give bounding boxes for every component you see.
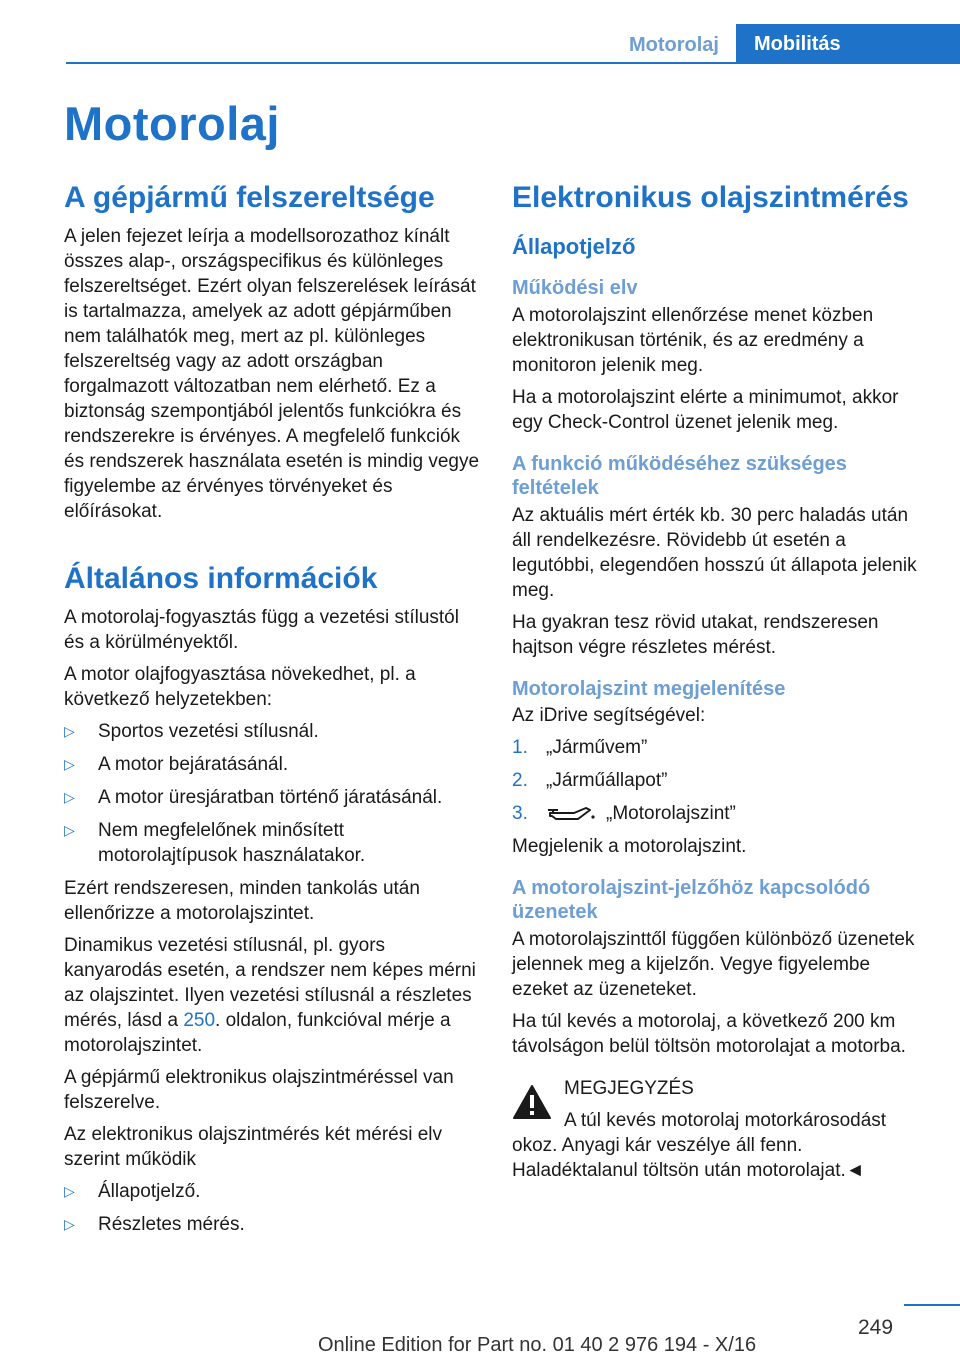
- triangle-bullet-icon: ▷: [64, 1183, 75, 1199]
- page-number: 249: [858, 1316, 894, 1339]
- paragraph: Ha túl kevés a motorolaj, a következő 200 km távolságon belül töltsön motorolajat a motorba.: [512, 1010, 906, 1057]
- page-link-250[interactable]: 250: [183, 1010, 216, 1031]
- paragraph: A motor olajfogyasztása növekedhet, pl. a következő helyzetekben:: [64, 664, 416, 710]
- list-item: ▷ A motor üresjáratban történő járatásánál.: [64, 787, 443, 808]
- notice-text: A túl kevés motorolaj motorkárosodást okoz. Anyagi kár veszélye áll fenn. Haladéktalanul töltsön után motorolajat.◄: [512, 1109, 887, 1181]
- heading-operating-principle: Működési elv: [512, 277, 638, 300]
- consumption-list: [64, 719, 482, 868]
- heading-messages: A motorolajszint-jelzőhöz kapcsolódó üzenetek: [512, 876, 871, 924]
- step-item: 2. „Járműállapot”: [512, 769, 668, 791]
- warning-triangle-icon: [512, 1084, 552, 1120]
- page-title: Motorolaj: [64, 97, 280, 150]
- edition-footer: Online Edition for Part no. 01 40 2 976 194 - X/16: [318, 1334, 757, 1356]
- paragraph: Ha gyakran tesz rövid utakat, rendszeresen hajtson végre részletes mérést.: [512, 611, 879, 658]
- list-item: ▷ Részletes mérés.: [64, 1214, 245, 1235]
- header-rule: [66, 62, 736, 64]
- step-item: 3. „Motorolajszint”: [512, 802, 736, 824]
- section-title-general-info: Általános információk: [64, 562, 378, 595]
- triangle-bullet-icon: ▷: [64, 756, 75, 772]
- notice-label: MEGJEGYZÉS: [564, 1077, 694, 1099]
- notice-box: [512, 1076, 926, 1183]
- subsection-title-status: Állapotjelző: [512, 234, 636, 259]
- paragraph: A motorolaj-fogyasztás függ a vezetési stílustól és a körülményektől.: [64, 607, 459, 653]
- list-item: ▷ Nem megfelelőnek minősített motorolajtípusok használatakor.: [64, 820, 366, 866]
- oil-can-icon: [546, 804, 596, 824]
- paragraph: A jelen fejezet leírja a modellsorozathoz kínált összes alap-, országspecifikus és különleges felszereltséget. Ezért olyan felszerelések leírását is tartalmazza, amelyek az adott gépjárműben nem találhatók meg, mert az pl. különleges felszereltség vagy az adott országban forgalmazott változatban nem elérhető. Ez a biztonság szempontjából jelentős funkciókra és rendszerekre is érvényes. A megfelelő funkciók és rendszerek használata esetén is mindig vegye figyelembe az érvényes törvényeket és előírásokat.: [64, 226, 480, 522]
- step-item: 1. „Járművem”: [512, 736, 648, 758]
- list-item: ▷ A motor bejáratásánál.: [64, 754, 289, 775]
- paragraph: Az iDrive segítségével:: [512, 704, 706, 726]
- triangle-bullet-icon: ▷: [64, 789, 75, 805]
- section-title-electronic-oil: Elektronikus olajszintmérés: [512, 181, 909, 214]
- measurement-principles-list: [64, 1179, 482, 1237]
- heading-requirements: A funkció működéséhez szükséges feltételek: [512, 452, 847, 500]
- paragraph: Az elektronikus olajszintmérés két mérési elv szerint működik: [64, 1124, 443, 1170]
- paragraph: A motorolajszint ellenőrzése menet közben elektronikusan történik, és az eredmény a monitoron jelenik meg.: [512, 304, 874, 376]
- triangle-bullet-icon: ▷: [64, 723, 75, 739]
- heading-display-oil-level: Motorolajszint megjelenítése: [512, 677, 786, 700]
- paragraph: A motorolajszinttől függően különböző üzenetek jelennek meg a kijelzőn. Vegye figyelembe ezeket az üzeneteket.: [512, 928, 915, 1000]
- list-item: ▷ Állapotjelző.: [64, 1181, 201, 1202]
- left-column: [64, 180, 482, 1245]
- triangle-bullet-icon: ▷: [64, 1216, 75, 1232]
- list-item: ▷ Sportos vezetési stílusnál.: [64, 721, 319, 742]
- right-column: [512, 180, 926, 1190]
- footer-rule: [904, 1304, 960, 1306]
- triangle-bullet-icon: ▷: [64, 822, 75, 838]
- header-tab-section[interactable]: Mobilitás: [736, 24, 960, 64]
- paragraph: A gépjármű elektronikus olajszintméréssel van felszerelve.: [64, 1067, 454, 1113]
- section-title-equipment: A gépjármű felszereltsége: [64, 181, 435, 214]
- paragraph: Dinamikus vezetési stílusnál, pl. gyors kanyarodás esetén, a rendszer nem képes mérni az olajszintet. Ilyen vezetési stílusnál a részletes mérés, lásd a 250. oldalon, funkcióval mérje a motorolajszintet.: [64, 935, 476, 1056]
- end-mark-icon: ◄: [845, 1159, 865, 1181]
- paragraph: Az aktuális mért érték kb. 30 perc haladás után áll rendelkezésre. Rövidebb út esetén a legutóbbi, elegendően hosszú út állapota jelenik meg.: [512, 504, 917, 601]
- idrive-steps: [512, 735, 926, 826]
- paragraph: Ha a motorolajszint elérte a minimumot, akkor egy Check-Control üzenet jelenik meg.: [512, 386, 899, 433]
- paragraph: Ezért rendszeresen, minden tankolás után ellenőrizze a motorolajszintet.: [64, 878, 420, 924]
- paragraph: Megjelenik a motorolajszint.: [512, 835, 747, 857]
- header-tab-chapter[interactable]: Motorolaj: [629, 33, 719, 56]
